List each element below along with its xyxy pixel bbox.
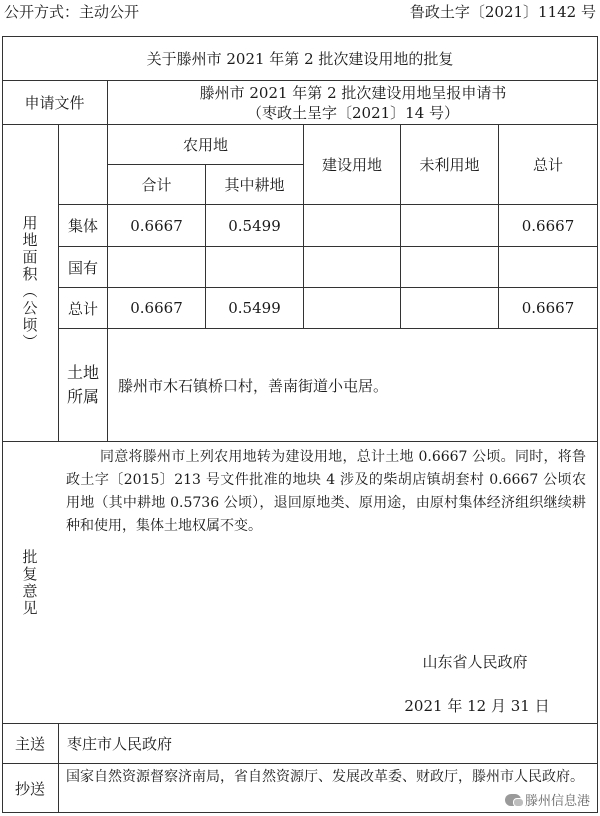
header-farmland: 农用地 <box>182 136 228 154</box>
watermark-text: 滕州信息港 <box>524 794 590 809</box>
header-total: 总计 <box>532 156 563 174</box>
table-border-bottom <box>2 812 598 813</box>
state-subtotal <box>108 247 205 287</box>
location-value: 滕州市木石镇桥口村，善南街道小屯居。 <box>118 376 389 395</box>
watermark <box>501 789 594 810</box>
main-recipient-value: 枣庄市人民政府 <box>67 735 173 753</box>
state-unused <box>401 247 498 287</box>
state-total <box>499 247 597 287</box>
header-arable: 其中耕地 <box>224 176 285 194</box>
total-total: 0.6667 <box>521 299 575 317</box>
state-arable <box>206 247 303 287</box>
collective-subtotal: 0.6667 <box>130 216 183 235</box>
wechat-icon <box>505 794 521 806</box>
state-construction <box>304 247 400 287</box>
disclosure-method: 公开方式：主动公开 <box>4 3 140 21</box>
table-divider <box>2 441 598 442</box>
total-subtotal: 0.6667 <box>130 299 183 317</box>
total-arable: 0.5499 <box>228 299 281 317</box>
approval-text: 同意将滕州市上列农用地转为建设用地，总计土地 0.6667 公顷。同时，将鲁政土字〔2015〕213 号文件批准的地块 4 涉及的柴胡店镇胡套村 0.6667 公顷农用地（其中耕地 0.5736 公顷），退回原地类、原用途，由原村集体经济组织继续耕种和使用，集体土地权属不变。 <box>66 449 586 534</box>
table-divider <box>2 763 598 764</box>
collective-construction <box>304 205 400 246</box>
approval-label <box>2 442 58 723</box>
header-unused: 未利用地 <box>419 156 480 174</box>
location-label <box>59 329 107 441</box>
land-area-label-text: 用地面积（公顷） <box>20 215 39 351</box>
cc-value: 国家自然资源督察济南局，省自然资源厅、发展改革委、财政厅，滕州市人民政府。 <box>66 769 584 785</box>
document-number: 鲁政土字〔2021〕1142 号 <box>409 3 596 21</box>
application-label: 申请文件 <box>24 94 85 112</box>
row-label-total: 总计 <box>67 299 98 318</box>
row-label-state: 国有 <box>67 258 98 277</box>
application-title: 滕州市 2021 年第 2 批次建设用地呈报申请书 <box>199 83 507 102</box>
total-construction <box>304 288 400 328</box>
approval-date: 2021 年 12 月 31 日 <box>404 696 550 715</box>
cc-label: 抄送 <box>14 779 45 798</box>
header-subtotal: 合计 <box>141 176 172 194</box>
total-unused <box>401 288 498 328</box>
location-label-text: 土地所属 <box>66 363 99 406</box>
application-number: （枣政土呈字〔2021〕14 号） <box>246 103 460 122</box>
approval-issuer: 山东省人民政府 <box>422 652 528 671</box>
approval-label-text: 批复意见 <box>20 548 39 617</box>
application-document <box>108 81 598 124</box>
header-construction: 建设用地 <box>321 156 382 174</box>
document-header <box>0 0 600 26</box>
collective-total: 0.6667 <box>521 216 575 235</box>
land-area-label <box>2 125 58 441</box>
collective-unused <box>401 205 498 246</box>
row-label-collective: 集体 <box>67 217 98 235</box>
collective-arable: 0.5499 <box>228 216 281 235</box>
document-title: 关于滕州市 2021 年第 2 批次建设用地的批复 <box>146 50 454 68</box>
main-recipient-label: 主送 <box>14 735 45 753</box>
